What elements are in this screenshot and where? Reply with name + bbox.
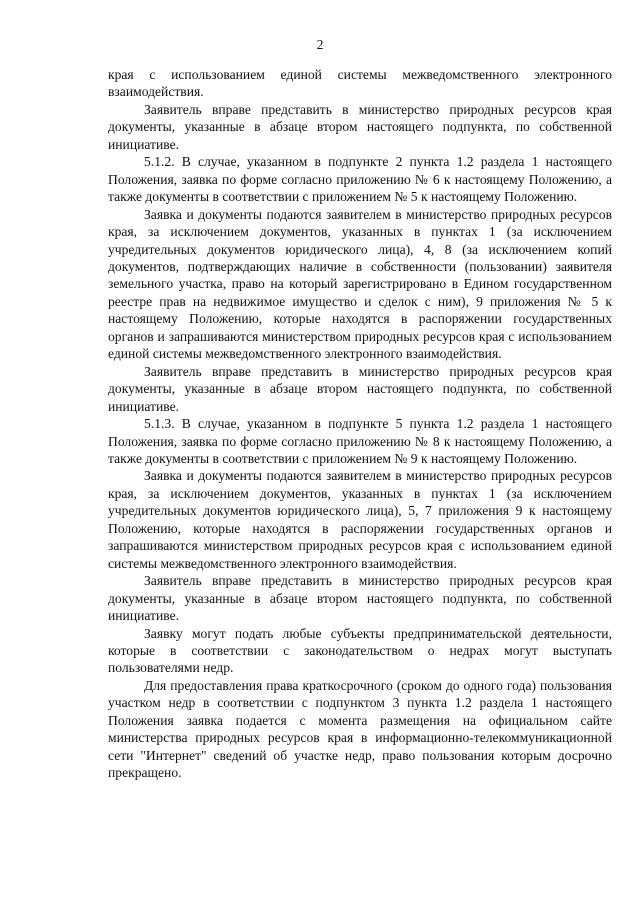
paragraph-applicant-right: Заявитель вправе представить в министерство природных ресурсов края документы, указанные в абзаце втором настоящего подпункта, по собственной инициативе. [108, 101, 612, 152]
paragraph-documents-submission: Заявка и документы подаются заявителем в министерство природных ресурсов края, за исключением документов, указанных в пунктах 1 (за исключением учредительных документов юридического лица), 4, 8 (за исключением копий документов, подтверждающих наличие в собственности (пользовании) заявителя земельного участка, право на который зарегистрировано в Едином государственном реестре прав на недвижимое имущество и сделок с ним), 9 приложения № 5 к настоящему Положению, которые находятся в распоряжении государственных органов и запрашиваются министерством природных ресурсов края с использованием единой системы межведомственного электронного взаимодействия. [108, 206, 612, 362]
paragraph-documents-submission: Заявка и документы подаются заявителем в министерство природных ресурсов края, за исключением документов, указанных в пунктах 1 (за исключением учредительных документов юридического лица), 5, 7 приложения 9 к настоящему Положению, которые находятся в распоряжении государственных органов и запрашиваются министерством природных ресурсов края с использованием единой системы межведомственного электронного взаимодействия. [108, 468, 612, 571]
paragraph-continuation: края с использованием единой системы межведомственного электронного взаимодействия. [108, 67, 612, 100]
paragraph-applicant-right: Заявитель вправе представить в министерство природных ресурсов края документы, указанные в абзаце втором настоящего подпункта, по собственной инициативе. [108, 363, 612, 414]
page-number: 2 [316, 37, 324, 52]
paragraph-short-term-use: Для предоставления права краткосрочного (сроком до одного года) пользования участком недр в соответствии с подпунктом 3 пункта 1.2 раздела 1 настоящего Положения заявка подается с момента размещения на официальном сайте министерства природных ресурсов края в информационно-телекоммуникационной сети "Интернет" сведений об участке недр, право пользования которым досрочно прекращено. [108, 677, 612, 781]
paragraph-5-1-3: 5.1.3. В случае, указанном в подпункте 5 пункта 1.2 раздела 1 настоящего Положения, заявка по форме согласно приложению № 8 к настоящему Положению, а также документы в соответствии с приложением № 9 к настоящему Положению. [108, 416, 612, 466]
paragraph-applicant-right: Заявитель вправе представить в министерство природных ресурсов края документы, указанные в абзаце втором настоящего подпункта, по собственной инициативе. [108, 573, 612, 624]
paragraph-eligible-applicants: Заявку могут подать любые субъекты предпринимательской деятельности, которые в соответствии с законодательством о недрах могут выступать пользователями недр. [108, 625, 612, 676]
document-body [108, 66, 612, 782]
paragraph-5-1-2: 5.1.2. В случае, указанном в подпункте 2 пункта 1.2 раздела 1 настоящего Положения, заявка по форме согласно приложению № 6 к настоящему Положению, а также документы в соответствии с приложением № 5 к настоящему Положению. [108, 154, 612, 205]
